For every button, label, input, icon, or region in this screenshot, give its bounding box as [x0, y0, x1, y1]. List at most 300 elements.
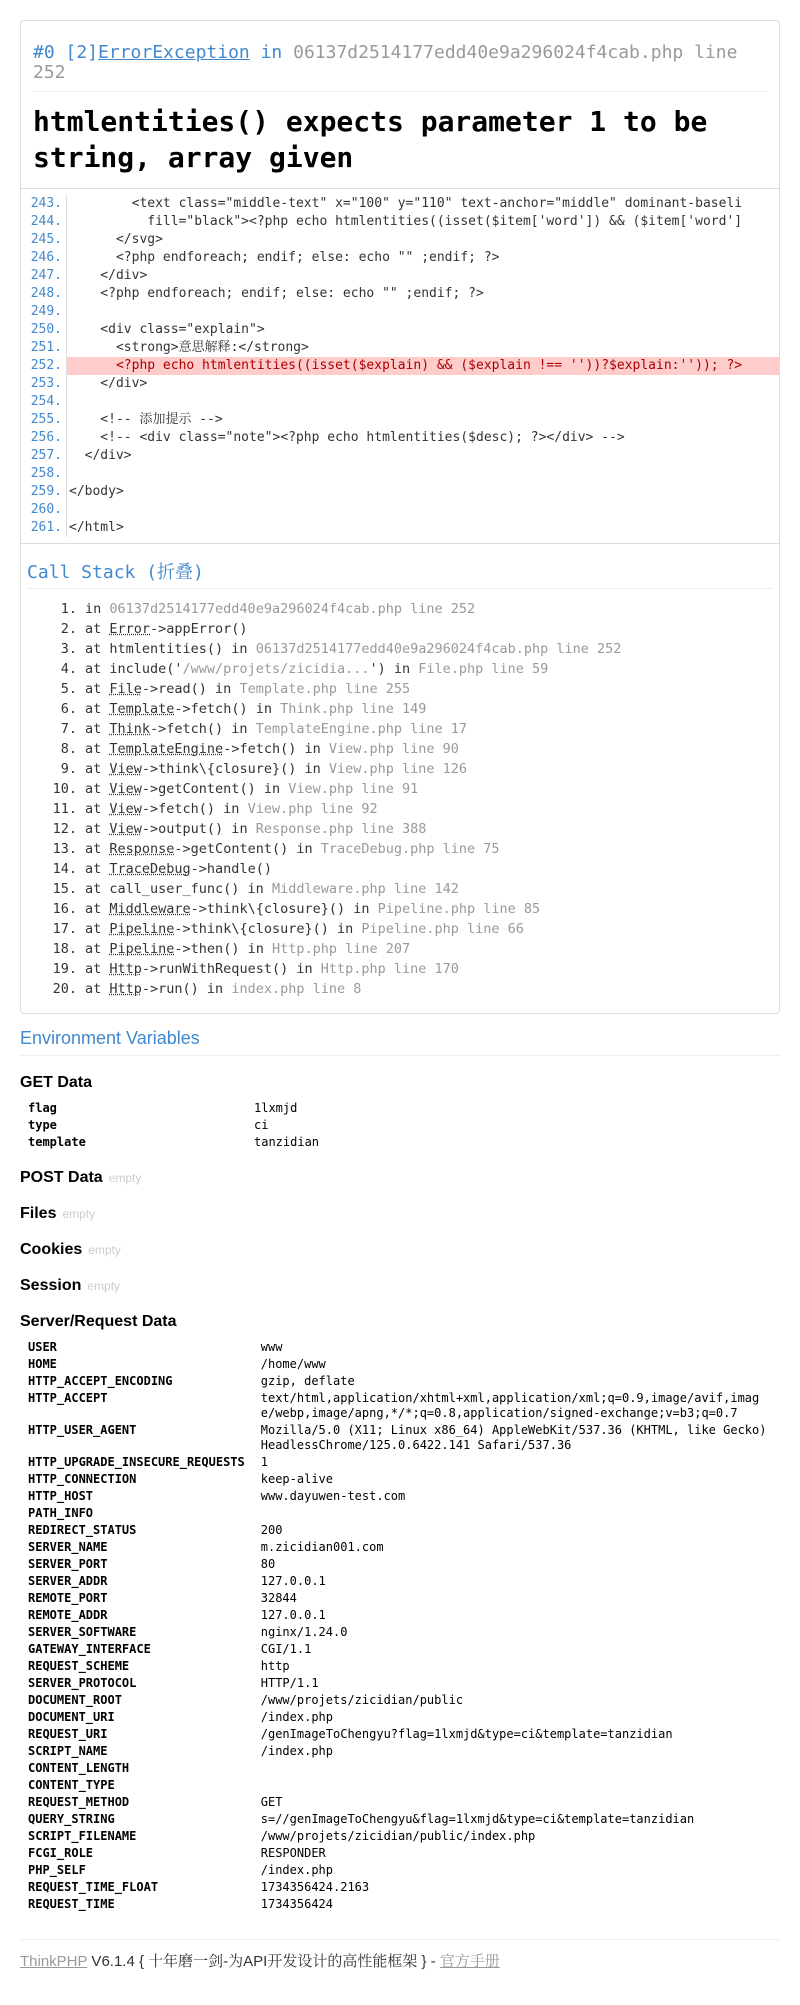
env-key: REMOTE_ADDR	[28, 1608, 108, 1622]
call-stack-text	[85, 719, 467, 739]
call-stack-item	[45, 919, 773, 939]
env-row	[20, 1488, 780, 1505]
call-stack-file: View.php line 126	[328, 761, 468, 777]
call-stack-number: 14.	[52, 861, 77, 877]
env-value: nginx/1.24.0	[260, 1625, 348, 1639]
env-key: PATH_INFO	[28, 1506, 94, 1520]
call-stack-prefix: at include('	[85, 661, 183, 677]
env-key: CONTENT_TYPE	[28, 1778, 115, 1792]
call-stack-number: 6.	[60, 701, 77, 717]
env-key: HTTP_ACCEPT_ENCODING	[28, 1374, 173, 1388]
call-stack-file: /www/projets/zicidia...	[182, 661, 370, 677]
line-number: 244.	[21, 213, 67, 231]
env-value	[253, 1760, 780, 1777]
call-stack-class[interactable]: Think	[109, 721, 151, 737]
line-code: <?php endforeach; endif; else: echo "" ;endif; ?>	[69, 250, 500, 265]
line-code	[67, 501, 779, 519]
call-stack-prefix: at	[85, 761, 110, 777]
call-stack-number: 10.	[52, 781, 77, 797]
call-stack-file: 06137d2514177edd40e9a296024f4cab.php line 252	[109, 601, 476, 617]
line-number: 260.	[21, 501, 67, 519]
env-row	[20, 1743, 780, 1760]
call-stack-class[interactable]: Pipeline	[109, 941, 175, 957]
env-key: HOME	[28, 1357, 57, 1371]
exception-file: 06137d2514177edd40e9a296024f4cab.php line 252	[33, 42, 738, 83]
env-key: type	[28, 1118, 57, 1132]
env-value: 1734356424.2163	[260, 1880, 370, 1894]
line-number: 256.	[21, 429, 67, 447]
call-stack-class[interactable]: View	[109, 781, 142, 797]
env-key: HTTP_ACCEPT	[28, 1391, 108, 1405]
source-line	[21, 267, 779, 285]
env-row	[20, 1692, 780, 1709]
source-line	[21, 249, 779, 267]
call-stack-prefix: at	[85, 821, 110, 837]
env-value: /www/projets/zicidian/public/index.php	[260, 1829, 536, 1843]
line-code: <div class="explain">	[69, 322, 265, 337]
call-stack-text	[85, 839, 500, 859]
call-stack-item	[45, 759, 773, 779]
call-stack-function: ->then() in	[174, 941, 272, 957]
env-value: s=//genImageToChengyu&flag=1lxmjd&type=ci&template=tanzidian	[260, 1812, 695, 1826]
source-line	[21, 339, 779, 357]
source-line	[21, 213, 779, 231]
call-stack-prefix: at	[85, 621, 110, 637]
call-stack-item	[45, 939, 773, 959]
call-stack-prefix: at	[85, 681, 110, 697]
footer-after: } -	[417, 1953, 440, 1970]
exception-index: #0 [2]	[33, 42, 99, 63]
env-value: tanzidian	[254, 1135, 320, 1149]
call-stack-item	[45, 719, 773, 739]
env-value: RESPONDER	[260, 1846, 326, 1860]
call-stack-item	[45, 979, 773, 999]
call-stack-item	[45, 839, 773, 859]
source-line	[21, 465, 779, 483]
env-table	[20, 1100, 780, 1151]
line-number: 251.	[21, 339, 67, 357]
source-line	[21, 303, 779, 321]
call-stack-text	[85, 619, 248, 639]
line-code: <strong>意思解释:</strong>	[69, 340, 309, 355]
call-stack-title[interactable]: Call Stack (折叠)	[27, 558, 773, 589]
env-value: 127.0.0.1	[260, 1608, 326, 1622]
call-stack-number: 16.	[52, 901, 77, 917]
line-code: <?php endforeach; endif; else: echo "" ;endif; ?>	[69, 286, 484, 301]
line-number: 253.	[21, 375, 67, 393]
env-section-name: Cookies	[20, 1241, 83, 1258]
line-code: </div>	[69, 268, 148, 283]
call-stack-function: ->output() in	[141, 821, 256, 837]
call-stack-item	[45, 599, 773, 619]
env-row	[20, 1760, 780, 1777]
call-stack-class[interactable]: TemplateEngine	[109, 741, 224, 757]
call-stack-function: ->think\{closure}() in	[141, 761, 329, 777]
call-stack-function: ->fetch() in	[223, 741, 329, 757]
call-stack-number: 17.	[52, 921, 77, 937]
line-number: 246.	[21, 249, 67, 267]
line-code: </div>	[69, 448, 132, 463]
call-stack-prefix: at	[85, 981, 110, 997]
line-code: <?php echo htmlentities((isset($explain) && ($explain !== ''))?$explain:'')); ?>	[67, 357, 779, 375]
line-number: 259.	[21, 483, 67, 501]
empty-label: empty	[108, 1171, 142, 1185]
env-value: keep-alive	[260, 1472, 333, 1486]
call-stack-item	[45, 639, 773, 659]
footer-slogan: 十年磨一剑-为API开发设计的高性能框架	[148, 1953, 418, 1970]
source-line-error	[21, 357, 779, 375]
env-key: SERVER_NAME	[28, 1540, 108, 1554]
env-section-title	[20, 1205, 780, 1223]
env-key: REMOTE_PORT	[28, 1591, 108, 1605]
call-stack-text	[85, 859, 272, 879]
env-value: m.zicidian001.com	[260, 1540, 384, 1554]
env-row	[20, 1607, 780, 1624]
env-key: FCGI_ROLE	[28, 1846, 94, 1860]
call-stack-item	[45, 819, 773, 839]
call-stack-number: 7.	[60, 721, 77, 737]
env-key: REQUEST_METHOD	[28, 1795, 130, 1809]
call-stack-prefix: at	[85, 941, 110, 957]
call-stack-file: Pipeline.php line 66	[361, 921, 524, 937]
env-value: Mozilla/5.0 (X11; Linux x86_64) AppleWebKit/537.36 (KHTML, like Gecko) HeadlessChrome/125.0.6422.141 Safari/537.36	[260, 1423, 767, 1452]
call-stack-number: 2.	[60, 621, 77, 637]
call-stack-number: 8.	[60, 741, 77, 757]
source-line	[21, 501, 779, 519]
env-key: REDIRECT_STATUS	[28, 1523, 137, 1537]
env-key: DOCUMENT_URI	[28, 1710, 115, 1724]
env-key: DOCUMENT_ROOT	[28, 1693, 122, 1707]
empty-label: empty	[62, 1207, 96, 1221]
call-stack-class[interactable]: File	[109, 681, 142, 697]
exception-in: in	[249, 42, 294, 63]
source-line	[21, 447, 779, 465]
env-value: gzip, deflate	[260, 1374, 355, 1388]
env-value: 127.0.0.1	[260, 1574, 326, 1588]
call-stack-file: Middleware.php line 142	[271, 881, 459, 897]
env-key: CONTENT_LENGTH	[28, 1761, 130, 1775]
env-row	[20, 1845, 780, 1862]
env-row	[20, 1862, 780, 1879]
call-stack-prefix: at	[85, 701, 110, 717]
call-stack-class[interactable]: View	[109, 801, 142, 817]
call-stack-function: ->think\{closure}() in	[190, 901, 378, 917]
env-row	[20, 1658, 780, 1675]
line-code: </html>	[69, 520, 124, 535]
env-key: REQUEST_TIME_FLOAT	[28, 1880, 159, 1894]
env-key: HTTP_CONNECTION	[28, 1472, 137, 1486]
call-stack-function: ->fetch() in	[141, 801, 248, 817]
line-number: 248.	[21, 285, 67, 303]
call-stack-item	[45, 699, 773, 719]
call-stack-class[interactable]: Template	[109, 701, 175, 717]
line-number: 258.	[21, 465, 67, 483]
env-section-title	[20, 1074, 780, 1092]
line-code	[67, 393, 779, 411]
env-row	[20, 1117, 780, 1134]
call-stack-file: View.php line 92	[247, 801, 378, 817]
call-stack-number: 11.	[52, 801, 77, 817]
env-section-title	[20, 1277, 780, 1295]
call-stack-function: ->run() in	[141, 981, 232, 997]
line-number: 257.	[21, 447, 67, 465]
env-row	[20, 1828, 780, 1845]
call-stack-function: ->runWithRequest() in	[141, 961, 321, 977]
exception-message-block	[21, 21, 779, 189]
env-row	[20, 1556, 780, 1573]
source-line	[21, 411, 779, 429]
env-row	[20, 1641, 780, 1658]
call-stack-list	[27, 599, 773, 999]
call-stack-prefix: at	[85, 861, 110, 877]
call-stack-text	[85, 599, 475, 619]
env-value: CGI/1.1	[260, 1642, 312, 1656]
env-section-title	[20, 1313, 780, 1331]
env-row	[20, 1356, 780, 1373]
call-stack-prefix: at	[85, 801, 110, 817]
env-value	[253, 1505, 780, 1522]
call-stack-prefix: at	[85, 921, 110, 937]
env-section-title	[20, 1169, 780, 1187]
call-stack-text	[85, 819, 426, 839]
env-value: /index.php	[260, 1744, 333, 1758]
env-section-title	[20, 1241, 780, 1259]
call-stack-class[interactable]: Middleware	[109, 901, 191, 917]
env-value: GET	[260, 1795, 283, 1809]
call-stack-function: ->getContent() in	[141, 781, 289, 797]
call-stack-item	[45, 739, 773, 759]
source-line	[21, 231, 779, 249]
env-value: /index.php	[260, 1863, 333, 1877]
line-code: <text class="middle-text" x="100" y="110" text-anchor="middle" dominant-baseli	[69, 196, 743, 211]
call-stack-text	[85, 759, 467, 779]
call-stack-prefix: at	[85, 781, 110, 797]
env-key: SERVER_SOFTWARE	[28, 1625, 137, 1639]
exception-class-link[interactable]: ErrorException	[98, 42, 250, 63]
call-stack-number: 15.	[52, 881, 77, 897]
call-stack-item	[45, 619, 773, 639]
source-line	[21, 429, 779, 447]
env-row	[20, 1505, 780, 1522]
env-section-name: Session	[20, 1277, 82, 1294]
call-stack-function: ->fetch() in	[174, 701, 281, 717]
call-stack-item	[45, 959, 773, 979]
env-row	[20, 1590, 780, 1607]
call-stack-prefix: at	[85, 841, 110, 857]
env-key: SERVER_ADDR	[28, 1574, 108, 1588]
env-row	[20, 1777, 780, 1794]
call-stack-function: ->getContent() in	[174, 841, 321, 857]
env-value: www.dayuwen-test.com	[260, 1489, 406, 1503]
call-stack-file: View.php line 90	[328, 741, 459, 757]
env-key: REQUEST_TIME	[28, 1897, 115, 1911]
env-key: QUERY_STRING	[28, 1812, 115, 1826]
call-stack-text	[85, 959, 459, 979]
call-stack-text	[85, 919, 524, 939]
env-key: template	[28, 1135, 86, 1149]
call-stack-prefix: in	[85, 601, 110, 617]
env-section-name: Server/Request Data	[20, 1313, 177, 1330]
call-stack-item	[45, 799, 773, 819]
call-stack-text	[85, 639, 621, 659]
call-stack-file: Response.php line 388	[255, 821, 427, 837]
env-row	[20, 1794, 780, 1811]
call-stack-class[interactable]: View	[109, 761, 142, 777]
source-line	[21, 285, 779, 303]
env-key: REQUEST_SCHEME	[28, 1659, 130, 1673]
env-value: ci	[254, 1118, 269, 1132]
call-stack-item	[45, 779, 773, 799]
env-value: 1lxmjd	[254, 1101, 298, 1115]
source-line	[21, 483, 779, 501]
call-stack-prefix: at	[85, 961, 110, 977]
call-stack-text	[85, 779, 418, 799]
call-stack-item	[45, 659, 773, 679]
call-stack-class[interactable]: View	[109, 821, 142, 837]
env-section-name: Files	[20, 1205, 57, 1222]
env-value: /www/projets/zicidian/public	[260, 1693, 464, 1707]
env-key: HTTP_HOST	[28, 1489, 94, 1503]
call-stack-prefix: at	[85, 741, 110, 757]
call-stack-text	[85, 879, 459, 899]
exception-message: htmlentities() expects parameter 1 to be string, array given	[33, 105, 708, 174]
call-stack-text	[85, 799, 378, 819]
source-line	[21, 321, 779, 339]
env-table	[20, 1339, 780, 1913]
env-value: 80	[260, 1557, 276, 1571]
env-key: SCRIPT_FILENAME	[28, 1829, 137, 1843]
manual-link[interactable]: 官方手册	[439, 1953, 500, 1970]
call-stack-prefix: at htmlentities() in	[85, 641, 256, 657]
env-row	[20, 1522, 780, 1539]
call-stack-number: 13.	[52, 841, 77, 857]
line-number: 249.	[21, 303, 67, 321]
call-stack-file: Pipeline.php line 85	[377, 901, 541, 917]
environment-variables	[20, 1074, 780, 1913]
env-value: HTTP/1.1	[260, 1676, 319, 1690]
call-stack-item	[45, 859, 773, 879]
call-stack-class[interactable]: TraceDebug	[109, 861, 191, 877]
empty-label: empty	[88, 1243, 121, 1257]
call-stack-text	[85, 679, 410, 699]
line-number: 252.	[21, 357, 67, 375]
call-stack-class[interactable]: Error	[109, 621, 151, 637]
env-row	[20, 1896, 780, 1913]
call-stack-file: Http.php line 170	[320, 961, 459, 977]
call-stack-file: 06137d2514177edd40e9a296024f4cab.php line 252	[255, 641, 622, 657]
call-stack-text	[85, 979, 361, 999]
call-stack-number: 5.	[60, 681, 77, 697]
call-stack-class[interactable]: Response	[109, 841, 175, 857]
call-stack-file: index.php line 8	[231, 981, 362, 997]
call-stack-item	[45, 679, 773, 699]
line-number: 250.	[21, 321, 67, 339]
env-value: 1734356424	[260, 1897, 333, 1911]
call-stack-class[interactable]: Pipeline	[109, 921, 175, 937]
call-stack-number: 12.	[52, 821, 77, 837]
thinkphp-link[interactable]: ThinkPHP	[20, 1953, 88, 1970]
call-stack-class[interactable]: Http	[109, 961, 142, 977]
env-key: PHP_SELF	[28, 1863, 86, 1877]
env-key: SERVER_PROTOCOL	[28, 1676, 137, 1690]
env-key: USER	[28, 1340, 57, 1354]
source-code-block	[21, 189, 779, 544]
env-key: SERVER_PORT	[28, 1557, 108, 1571]
call-stack-number: 18.	[52, 941, 77, 957]
env-value: 32844	[260, 1591, 297, 1605]
env-row	[20, 1422, 780, 1454]
call-stack-file: Template.php line 255	[239, 681, 411, 697]
footer-version: V6.1.4 {	[87, 1953, 149, 1970]
call-stack-prefix: at call_user_func() in	[85, 881, 272, 897]
exception-panel	[20, 20, 780, 1014]
call-stack-number: 1.	[60, 601, 77, 617]
line-code: </body>	[69, 484, 124, 499]
source-line	[21, 393, 779, 411]
env-key: SCRIPT_NAME	[28, 1744, 108, 1758]
call-stack-class[interactable]: Http	[109, 981, 142, 997]
exception-title	[33, 43, 767, 92]
env-value: text/html,application/xhtml+xml,application/xml;q=0.9,image/avif,image/webp,image/apng,*/*;q=0.8,application/signed-exchange;v=b3;q=0.7	[260, 1391, 760, 1420]
env-row	[20, 1726, 780, 1743]
call-stack-suffix: ') in	[369, 661, 419, 677]
call-stack-file: View.php line 91	[288, 781, 419, 797]
env-row	[20, 1373, 780, 1390]
line-code: fill="black"><?php echo htmlentities((isset($item['word']) && ($item['word']	[69, 214, 743, 229]
env-row	[20, 1709, 780, 1726]
env-row	[20, 1675, 780, 1692]
line-code	[67, 465, 779, 483]
call-stack-number: 20.	[52, 981, 77, 997]
line-number: 247.	[21, 267, 67, 285]
call-stack-function: ->fetch() in	[150, 721, 256, 737]
call-stack	[21, 544, 779, 1013]
env-value	[253, 1777, 780, 1794]
env-row	[20, 1624, 780, 1641]
call-stack-text	[85, 699, 426, 719]
call-stack-file: TraceDebug.php line 75	[320, 841, 500, 857]
source-line	[21, 519, 779, 537]
env-section-name: GET Data	[20, 1074, 93, 1091]
line-code: <!-- <div class="note"><?php echo htmlentities($desc); ?></div> -->	[69, 430, 625, 445]
env-row	[20, 1471, 780, 1488]
call-stack-number: 3.	[60, 641, 77, 657]
env-value: www	[260, 1340, 283, 1354]
env-row	[20, 1100, 780, 1117]
call-stack-function: ->handle()	[190, 861, 272, 877]
call-stack-function: ->think\{closure}() in	[174, 921, 362, 937]
call-stack-text	[85, 899, 540, 919]
call-stack-function: ->read() in	[141, 681, 240, 697]
call-stack-number: 9.	[60, 761, 77, 777]
call-stack-number: 4.	[60, 661, 77, 677]
env-value: /home/www	[260, 1357, 326, 1371]
env-row	[20, 1879, 780, 1896]
call-stack-item	[45, 899, 773, 919]
env-key: GATEWAY_INTERFACE	[28, 1642, 151, 1656]
line-number: 254.	[21, 393, 67, 411]
env-value: 1	[260, 1455, 268, 1469]
call-stack-number: 19.	[52, 961, 77, 977]
call-stack-file: TemplateEngine.php line 17	[255, 721, 468, 737]
line-number: 243.	[21, 195, 67, 213]
env-section-name: POST Data	[20, 1169, 103, 1186]
call-stack-file: File.php line 59	[418, 661, 549, 677]
env-value: /genImageToChengyu?flag=1lxmjd&type=ci&template=tanzidian	[260, 1727, 673, 1741]
call-stack-item	[45, 879, 773, 899]
empty-label: empty	[87, 1279, 121, 1293]
line-code	[67, 303, 779, 321]
